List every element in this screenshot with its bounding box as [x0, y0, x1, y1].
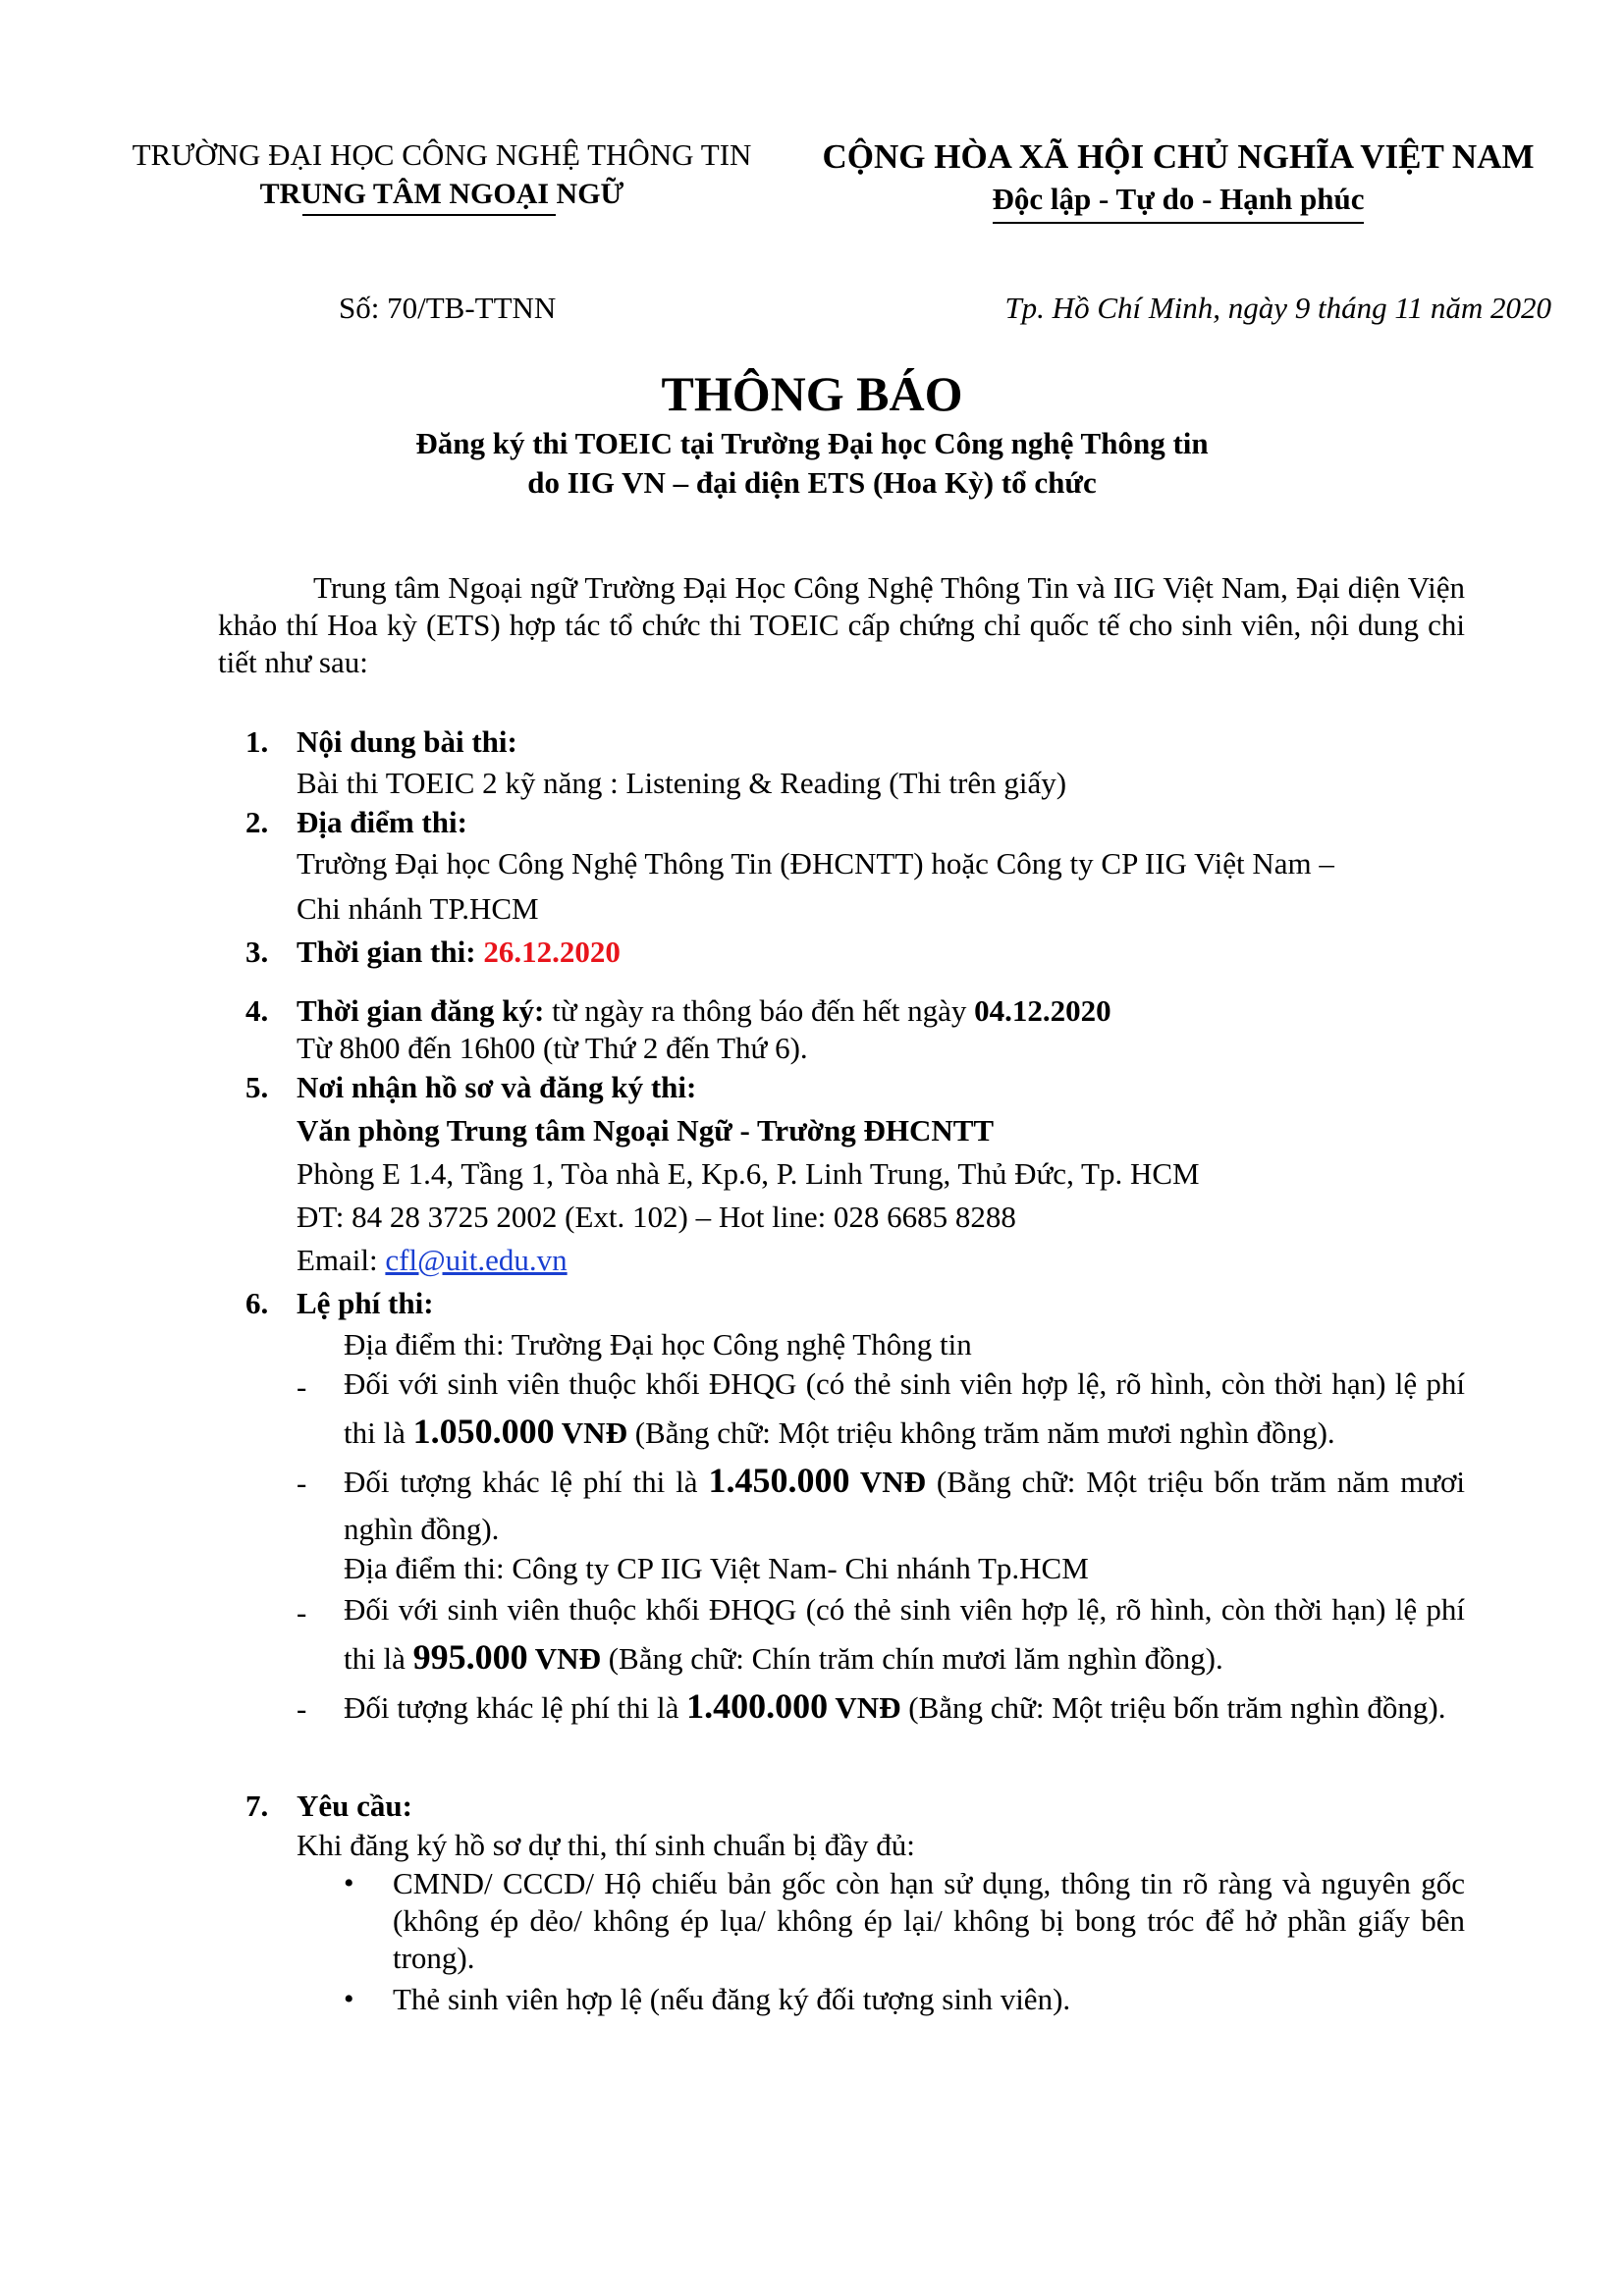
- section-6-heading: Lệ phí thi:: [297, 1286, 434, 1320]
- document-title: THÔNG BÁO: [661, 366, 963, 421]
- fee-2-amount: 1.450.000: [708, 1461, 850, 1500]
- section-7-heading: Yêu cầu:: [297, 1789, 412, 1823]
- section-5-number: 5.: [245, 1070, 269, 1104]
- document-number: Số: 70/TB-TTNN: [339, 291, 557, 325]
- section-6-location-2: Địa điểm thi: Công ty CP IIG Việt Nam- Chi nhánh Tp.HCM: [344, 1551, 1089, 1585]
- fee-2-pre: Đối tượng khác lệ phí thi là: [344, 1465, 709, 1499]
- national-name: CỘNG HÒA XÃ HỘI CHỦ NGHĨA VIỆT NAM: [822, 137, 1535, 176]
- fee-2-post: (Bằng chữ: Một triệu bốn trăm năm mươi nghìn đồng).: [344, 1465, 1465, 1546]
- fee-1-pre: Đối với sinh viên thuộc khối ĐHQG (có thẻ sinh viên hợp lệ, rõ hình, còn thời hạn) lệ phí thi là: [344, 1366, 1465, 1450]
- section-5-email-line: [297, 1243, 568, 1278]
- section-5-office: Văn phòng Trung tâm Ngoại Ngữ - Trường ĐHCNTT: [297, 1113, 995, 1148]
- fee-2-currency: VNĐ: [849, 1465, 926, 1499]
- section-1-heading: Nội dung bài thi:: [297, 724, 517, 759]
- section-4-heading: Thời gian đăng ký:: [297, 993, 545, 1028]
- section-6-number: 6.: [245, 1286, 269, 1320]
- fee-1-item: [344, 1361, 1465, 1457]
- section-5-phone: ĐT: 84 28 3725 2002 (Ext. 102) – Hot line: 028 6685 8288: [297, 1200, 1016, 1234]
- section-4-line: [297, 993, 1111, 1029]
- fee-2-item: [344, 1457, 1465, 1553]
- section-2-body-line-2: Chi nhánh TP.HCM: [297, 891, 539, 926]
- email-label: Email:: [297, 1243, 386, 1277]
- requirement-2-bullet: •: [344, 1983, 354, 2015]
- registration-deadline: 04.12.2020: [974, 993, 1111, 1028]
- fee-1-dash: -: [297, 1369, 307, 1404]
- requirement-1-bullet: •: [344, 1867, 354, 1899]
- section-6-location-1: Địa điểm thi: Trường Đại học Công nghệ Thông tin: [344, 1327, 972, 1362]
- section-7-intro: Khi đăng ký hồ sơ dự thi, thí sinh chuẩn bị đầy đủ:: [297, 1828, 915, 1862]
- exam-date: 26.12.2020: [483, 934, 621, 969]
- section-4-text: từ ngày ra thông báo đến hết ngày: [544, 993, 975, 1028]
- fee-4-dash: -: [297, 1691, 307, 1726]
- header-right: [805, 135, 1551, 224]
- document-subtitle: [0, 424, 1624, 503]
- fee-3-currency: VNĐ: [527, 1641, 601, 1676]
- email-link[interactable]: cfl@uit.edu.vn: [385, 1243, 568, 1277]
- header-left: [98, 135, 785, 214]
- requirement-1: CMND/ CCCD/ Hộ chiếu bản gốc còn hạn sử dụng, thông tin rõ ràng và nguyên gốc (không ép dẻo/ không ép lụa/ không ép lại/ không bị bong tróc để hở phần giấy bên trong).: [393, 1866, 1465, 1975]
- section-7-number: 7.: [245, 1789, 269, 1823]
- fee-3-post: (Bằng chữ: Chín trăm chín mươi lăm nghìn đồng).: [600, 1641, 1223, 1676]
- fee-1-currency: VNĐ: [554, 1415, 627, 1450]
- center-name: TRUNG TÂM NGOẠI NGỮ: [259, 178, 624, 210]
- fee-4-amount: 1.400.000: [686, 1686, 829, 1726]
- university-name: TRƯỜNG ĐẠI HỌC CÔNG NGHỆ THÔNG TIN: [132, 137, 752, 172]
- subtitle-line-2: do IIG VN – đại diện ETS (Hoa Kỳ) tổ chức: [527, 465, 1097, 500]
- section-2-number: 2.: [245, 805, 269, 839]
- section-5-address: Phòng E 1.4, Tầng 1, Tòa nhà E, Kp.6, P. Linh Trung, Thủ Đức, Tp. HCM: [297, 1156, 1200, 1191]
- fee-1-amount: 1.050.000: [412, 1412, 555, 1451]
- section-4-number: 4.: [245, 993, 269, 1028]
- document-date: Tp. Hồ Chí Minh, ngày 9 tháng 11 năm 2020: [1004, 291, 1551, 325]
- fee-4-pre: Đối tượng khác lệ phí thi là: [344, 1690, 687, 1725]
- section-1-body: Bài thi TOEIC 2 kỹ năng : Listening & Reading (Thi trên giấy): [297, 766, 1067, 800]
- fee-3-item: [344, 1586, 1465, 1682]
- fee-1-post: (Bằng chữ: Một triệu không trăm năm mươi nghìn đồng).: [626, 1415, 1335, 1450]
- requirement-2: Thẻ sinh viên hợp lệ (nếu đăng ký đối tượng sinh viên).: [393, 1982, 1071, 2016]
- subtitle-line-1: Đăng ký thi TOEIC tại Trường Đại học Công nghệ Thông tin: [415, 426, 1209, 460]
- section-2-body-line-1: Trường Đại học Công Nghệ Thông Tin (ĐHCNTT) hoặc Công ty CP IIG Việt Nam –: [297, 846, 1334, 881]
- fee-4-currency: VNĐ: [828, 1690, 901, 1725]
- fee-3-pre: Đối với sinh viên thuộc khối ĐHQG (có thẻ sinh viên hợp lệ, rõ hình, còn thời hạn) lệ phí thi là: [344, 1592, 1465, 1676]
- section-1-number: 1.: [245, 724, 269, 759]
- intro-paragraph: [218, 569, 1465, 681]
- fee-3-amount: 995.000: [412, 1637, 528, 1677]
- section-3-number: 3.: [245, 934, 269, 969]
- section-3-heading: Thời gian thi:: [297, 934, 484, 969]
- national-motto: Độc lập - Tự do - Hạnh phúc: [993, 179, 1365, 224]
- intro-text: Trung tâm Ngoại ngữ Trường Đại Học Công Nghệ Thông Tin và IIG Việt Nam, Đại diện Viện khảo thí Hoa kỳ (ETS) hợp tác tổ chức thi TOEIC cấp chứng chỉ quốc tế cho sinh viên, nội dung chi tiết như sau:: [218, 570, 1465, 679]
- section-2-heading: Địa điểm thi:: [297, 805, 467, 839]
- fee-2-dash: -: [297, 1466, 307, 1500]
- section-4-hours: Từ 8h00 đến 16h00 (từ Thứ 2 đến Thứ 6).: [297, 1031, 808, 1065]
- center-name-underline: [302, 214, 556, 216]
- fee-4-post: (Bằng chữ: Một triệu bốn trăm nghìn đồng).: [900, 1690, 1446, 1725]
- section-3-line: [297, 934, 621, 970]
- fee-3-dash: -: [297, 1595, 307, 1629]
- fee-4-item: [344, 1682, 1465, 1732]
- section-5-heading: Nơi nhận hồ sơ và đăng ký thi:: [297, 1070, 697, 1104]
